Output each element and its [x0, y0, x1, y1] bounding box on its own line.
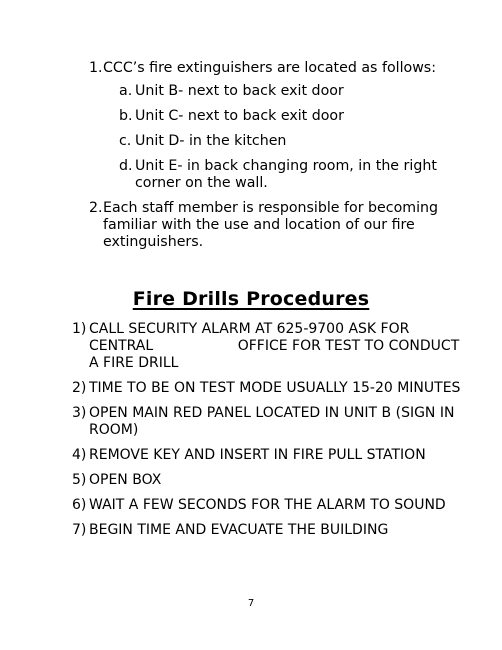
procedure-list: [72, 321, 464, 547]
procedure-step: [72, 380, 464, 397]
procedure-step-text: TIME TO BE ON TEST MODE USUALLY 15-20 MINUTES: [89, 380, 461, 396]
sub-item-text: Unit E- in back changing room, in the right corner on the wall.: [135, 158, 437, 191]
procedure-step-text: BEGIN TIME AND EVACUATE THE BUILDING: [89, 522, 389, 538]
list-item-text: Each staff member is responsible for becoming familiar with the use and location of our fire extinguishers.: [103, 200, 439, 250]
procedure-step: [72, 522, 464, 539]
procedure-step: [72, 472, 464, 489]
section-heading: [0, 288, 502, 310]
procedure-step-number: 5): [72, 472, 87, 488]
procedure-step-number: 1): [72, 321, 87, 337]
procedure-step-number: 4): [72, 447, 87, 463]
sub-list-item: [119, 83, 469, 100]
procedure-step-text: OPEN BOX: [89, 472, 162, 488]
extinguisher-list: [89, 60, 469, 251]
sub-item-letter: b.: [119, 108, 133, 124]
procedure-step: [72, 405, 464, 439]
sub-item-letter: d.: [119, 158, 133, 174]
procedure-step-text: WAIT A FEW SECONDS FOR THE ALARM TO SOUND: [89, 497, 446, 513]
sub-item-letter: a.: [119, 83, 133, 99]
procedure-step-number: 3): [72, 405, 87, 421]
sub-item-text: Unit C- next to back exit door: [135, 108, 344, 124]
list-item-number: 1.: [89, 60, 103, 76]
procedure-step-text: REMOVE KEY AND INSERT IN FIRE PULL STATION: [89, 447, 426, 463]
sub-list-item: [119, 108, 469, 125]
section-heading-text: Fire Drills Procedures: [132, 288, 370, 310]
procedure-step-text: OPEN MAIN RED PANEL LOCATED IN UNIT B (SIGN IN ROOM): [89, 405, 459, 438]
list-item: [89, 60, 469, 192]
procedure-step: [72, 497, 464, 514]
sub-list-item: [119, 158, 469, 192]
sub-list: [119, 83, 469, 192]
sub-item-letter: c.: [119, 133, 132, 149]
procedure-step-number: 2): [72, 380, 87, 396]
list-item-text: CCC’s fire extinguishers are located as follows:: [103, 60, 436, 76]
sub-item-text: Unit D- in the kitchen: [135, 133, 287, 149]
procedure-step-text: CALL SECURITY ALARM AT 625-9700 ASK FOR CENTRAL OFFICE FOR TEST TO CONDUCT A FIRE DRILL: [89, 321, 464, 371]
procedure-step-number: 7): [72, 522, 87, 538]
procedure-step: [72, 447, 464, 464]
procedure-step-number: 6): [72, 497, 87, 513]
list-item-number: 2.: [89, 200, 103, 216]
sub-item-text: Unit B- next to back exit door: [135, 83, 344, 99]
list-item: [89, 200, 469, 251]
procedure-step: [72, 321, 464, 372]
page-number: 7: [247, 598, 255, 609]
sub-list-item: [119, 133, 469, 150]
